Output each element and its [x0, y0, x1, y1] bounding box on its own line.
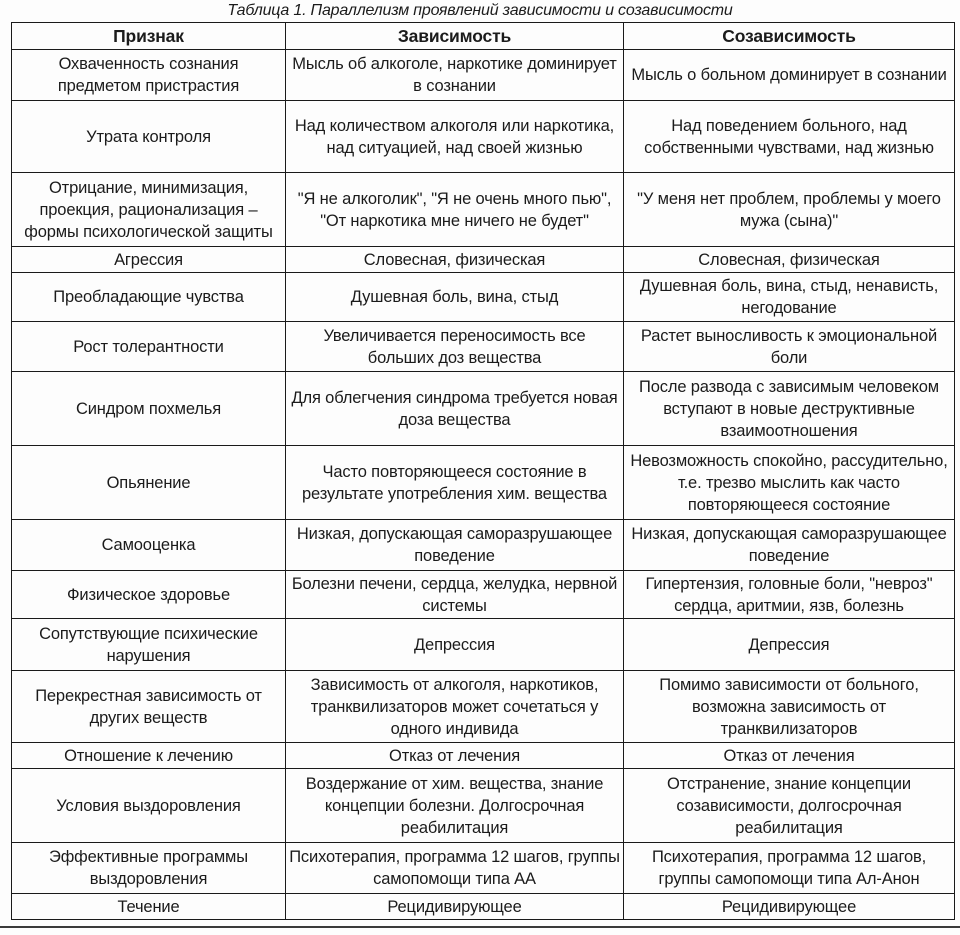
- cell-sign: Опьянение: [12, 446, 286, 520]
- header-codependence: Созависимость: [624, 23, 955, 50]
- table-row: [12, 894, 955, 920]
- cell-sign: Перекрестная зависимость от других веществ: [12, 671, 286, 743]
- cell-dependence: Болезни печени, сердца, желудка, нервной системы: [286, 571, 624, 619]
- cell-dependence: Увеличивается переносимость все больших доз вещества: [286, 322, 624, 372]
- comparison-table: [11, 22, 955, 920]
- cell-sign: Течение: [12, 894, 286, 920]
- cell-dependence: Психотерапия, программа 12 шагов, группы самопомощи типа АА: [286, 843, 624, 894]
- cell-codependence: После развода с зависимым человеком вступают в новые деструктивные взаимоотношения: [624, 372, 955, 446]
- header-row: [12, 23, 955, 50]
- cell-codependence: Словесная, физическая: [624, 247, 955, 273]
- table-row: [12, 619, 955, 671]
- cell-sign: Условия выздоровления: [12, 769, 286, 843]
- table-row: [12, 769, 955, 843]
- cell-codependence: Мысль о больном доминирует в сознании: [624, 50, 955, 101]
- table-row: [12, 671, 955, 743]
- cell-dependence: Словесная, физическая: [286, 247, 624, 273]
- cell-codependence: Отказ от лечения: [624, 743, 955, 769]
- cell-dependence: Рецидивирующее: [286, 894, 624, 920]
- cell-dependence: Над количеством алкоголя или наркотика, над ситуацией, над своей жизнью: [286, 101, 624, 173]
- cell-sign: Охваченность сознания предметом пристрастия: [12, 50, 286, 101]
- table-row: [12, 101, 955, 173]
- cell-codependence: Помимо зависимости от больного, возможна зависимость от транквилизаторов: [624, 671, 955, 743]
- cell-sign: Рост толерантности: [12, 322, 286, 372]
- header-sign: Признак: [12, 23, 286, 50]
- table-row: [12, 173, 955, 247]
- page-bottom-rule: [0, 926, 960, 928]
- table-row: [12, 247, 955, 273]
- table-row: [12, 322, 955, 372]
- table-row: [12, 520, 955, 571]
- cell-sign: Агрессия: [12, 247, 286, 273]
- cell-codependence: Депрессия: [624, 619, 955, 671]
- cell-sign: Синдром похмелья: [12, 372, 286, 446]
- cell-codependence: Над поведением больного, над собственными чувствами, над жизнью: [624, 101, 955, 173]
- cell-sign: Самооценка: [12, 520, 286, 571]
- cell-dependence: Низкая, допускающая саморазрушающее поведение: [286, 520, 624, 571]
- cell-dependence: Зависимость от алкоголя, наркотиков, транквилизаторов может сочетаться у одного индивида: [286, 671, 624, 743]
- cell-dependence: "Я не алкоголик", "Я не очень много пью", "От наркотика мне ничего не будет": [286, 173, 624, 247]
- cell-dependence: Часто повторяющееся состояние в результате употребления хим. вещества: [286, 446, 624, 520]
- table-row: [12, 571, 955, 619]
- cell-codependence: Невозможность спокойно, рассудительно, т.е. трезво мыслить как часто повторяющееся состояние: [624, 446, 955, 520]
- cell-sign: Отношение к лечению: [12, 743, 286, 769]
- table-row: [12, 743, 955, 769]
- cell-sign: Эффективные программы выздоровления: [12, 843, 286, 894]
- cell-sign: Физическое здоровье: [12, 571, 286, 619]
- cell-sign: Отрицание, минимизация, проекция, рационализация – формы психологической защиты: [12, 173, 286, 247]
- table-caption: Таблица 1. Параллелизм проявлений зависимости и созависимости: [227, 2, 733, 19]
- cell-codependence: Растет выносливость к эмоциональной боли: [624, 322, 955, 372]
- cell-dependence: Депрессия: [286, 619, 624, 671]
- cell-codependence: Отстранение, знание концепции созависимости, долгосрочная реабилитация: [624, 769, 955, 843]
- cell-sign: Утрата контроля: [12, 101, 286, 173]
- table-row: [12, 372, 955, 446]
- cell-codependence: Душевная боль, вина, стыд, ненависть, негодование: [624, 273, 955, 322]
- cell-codependence: Рецидивирующее: [624, 894, 955, 920]
- cell-codependence: "У меня нет проблем, проблемы у моего мужа (сына)": [624, 173, 955, 247]
- cell-sign: Преобладающие чувства: [12, 273, 286, 322]
- cell-dependence: Отказ от лечения: [286, 743, 624, 769]
- cell-sign: Сопутствующие психические нарушения: [12, 619, 286, 671]
- table-row: [12, 50, 955, 101]
- table-row: [12, 446, 955, 520]
- cell-dependence: Душевная боль, вина, стыд: [286, 273, 624, 322]
- cell-codependence: Гипертензия, головные боли, "невроз" сердца, аритмии, язв, болезнь: [624, 571, 955, 619]
- table-row: [12, 843, 955, 894]
- cell-codependence: Низкая, допускающая саморазрушающее поведение: [624, 520, 955, 571]
- cell-dependence: Мысль об алкоголе, наркотике доминирует в сознании: [286, 50, 624, 101]
- cell-codependence: Психотерапия, программа 12 шагов, группы самопомощи типа Ал-Анон: [624, 843, 955, 894]
- cell-dependence: Воздержание от хим. вещества, знание концепции болезни. Долгосрочная реабилитация: [286, 769, 624, 843]
- header-dependence: Зависимость: [286, 23, 624, 50]
- cell-dependence: Для облегчения синдрома требуется новая доза вещества: [286, 372, 624, 446]
- table-row: [12, 273, 955, 322]
